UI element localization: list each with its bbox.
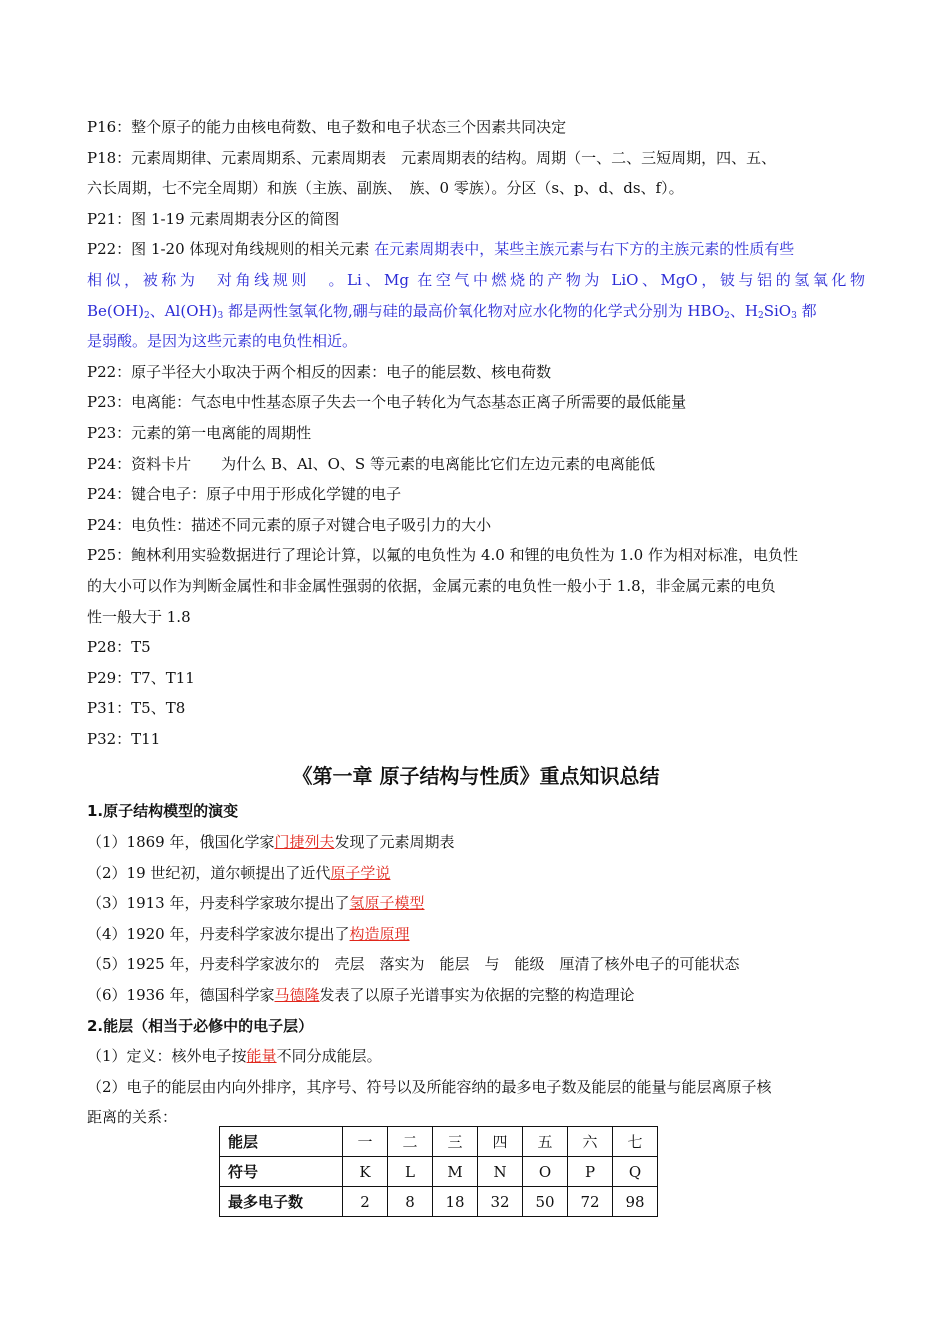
table-cell: 32 [478,1187,523,1217]
document-page [87,112,865,1133]
p22-prefix: P22：图 1-20 体现对角线规则的相关元素 [87,240,375,259]
diagonal-rule-text-4: 是弱酸。是因为这些元素的电负性相近。 [87,332,358,351]
table-cell: Q [613,1157,658,1187]
table-cell: 一 [343,1127,388,1157]
section1-heading: 1.原子结构模型的演变 [87,802,239,821]
answer-text: 门捷列夫 [274,833,335,852]
history-item-5 [87,949,865,980]
energy-level-order-b: 距离的关系： [87,1108,178,1127]
formula-part: 都 [796,301,817,320]
item-text: 发现了元素周期表 [334,833,455,852]
subscript: 2 [143,310,150,321]
table-cell: 8 [388,1187,433,1217]
table-cell: 18 [433,1187,478,1217]
table-cell: 2 [343,1187,388,1217]
table-row [220,1187,658,1217]
line-p16: P16：整个原子的能力由核电荷数、电子数和电子状态三个因素共同决定 [87,118,567,136]
item-text: （5）1925 年，丹麦科学家波尔的 壳层 落实为 能层 与 能级 厘清了核外电子的可能状态 [87,955,740,974]
history-item-2 [87,858,865,889]
table-row [220,1127,658,1157]
row-label: 能层 [220,1127,343,1157]
table-cell: 四 [478,1127,523,1157]
line-p23-ionization: P23：电离能：气态电中性基态原子失去一个电子转化为气态基态正离子所需要的最低能量 [87,393,687,412]
line-p22-radius: P22：原子半径大小取决于两个相反的因素：电子的能层数、核电荷数 [87,362,552,381]
item-text: （1）定义：核外电子按 [87,1047,247,1066]
line-p29: P29：T7、T11 [87,668,195,687]
item-text: （1）1869 年，俄国化学家 [87,833,275,852]
table-cell: 七 [613,1127,658,1157]
subscript: 3 [791,310,797,321]
item-text: （6）1936 年，德国科学家 [87,986,275,1005]
item-text: 不同分成能层。 [276,1047,382,1066]
line-p24-card: P24：资料卡片 为什么 B、Al、O、S 等元素的电离能比它们左边元素的电离能低 [87,454,655,473]
table-cell: K [343,1157,388,1187]
line-p25-b: 的大小可以作为判断金属性和非金属性强弱的依据，金属元素的电负性一般小于 1.8，非金属元素的电负 [87,576,776,595]
table-row [220,1157,658,1187]
line-p24-bonding: P24：键合电子：原子中用于形成化学键的电子 [87,485,402,504]
answer-text: 能量 [246,1047,277,1066]
energy-level-definition [87,1041,865,1072]
line-p23-periodicity: P23：元素的第一电离能的周期性 [87,423,312,442]
answer-text: 马德隆 [274,986,320,1005]
energy-level-table [219,1126,658,1217]
line-p25-a: P25：鲍林利用实验数据进行了理论计算，以氟的电负性为 4.0 和锂的电负性为 1.0 作为相对标准，电负性 [87,546,798,565]
section2-heading: 2.能层（相当于必修中的电子层） [87,1016,314,1035]
line-p18-b: 六长周期，七不完全周期）和族（主族、副族、 族、0 零族）。分区（s、p、d、ds、f）。 [87,179,684,198]
item-text: （3）1913 年，丹麦科学家玻尔提出了 [87,894,350,913]
table-cell: 50 [523,1187,568,1217]
table-cell: 三 [433,1127,478,1157]
formula-part: 、Al(OH) [149,301,218,320]
energy-level-order-a: （2）电子的能层由内向外排序，其序号、符号以及所能容纳的最多电子数及能层的能量与能层离原子核 [87,1077,772,1096]
history-item-1 [87,827,865,858]
table-cell: L [388,1157,433,1187]
answer-text: 原子学说 [330,863,391,882]
table-cell: M [433,1157,478,1187]
formula-part: 都是两性氢氧化物,硼与硅的最高价氧化物对应水化物的化学式分别为 HBO [223,301,725,320]
diagonal-rule-text-2: 相似，被称为 对角线规则 。Li、Mg 在空气中燃烧的产物为 LiO、MgO，铍与铝的氢氧化物 [87,270,865,289]
table-cell: 二 [388,1127,433,1157]
line-p22-a [87,234,865,265]
item-text: （2）19 世纪初，道尔顿提出了近代 [87,863,331,882]
diagonal-rule-text-1: 在元素周期表中，某些主族元素与右下方的主族元素的性质有些 [374,240,795,259]
subscript: 2 [724,310,730,321]
history-item-3 [87,888,865,919]
answer-text: 构造原理 [349,924,410,943]
line-p28: P28：T5 [87,638,151,657]
item-text: （4）1920 年，丹麦科学家波尔提出了 [87,924,350,943]
subscript: 2 [758,310,764,321]
answer-text: 氢原子模型 [349,894,425,913]
line-p21: P21：图 1-19 元素周期表分区的简图 [87,209,340,228]
line-p32: P32：T11 [87,729,161,748]
table-cell: O [523,1157,568,1187]
subscript: 3 [217,310,224,321]
chapter-title: 《第一章 原子结构与性质》重点知识总结 [292,764,660,789]
formula-part: 、H [729,301,758,320]
table-cell: 六 [568,1127,613,1157]
line-p25-c: 性一般大于 1.8 [87,607,191,626]
line-p24-electronegativity: P24：电负性：描述不同元素的原子对键合电子吸引力的大小 [87,515,492,534]
line-p18-a: P18：元素周期律、元素周期系、元素周期表 元素周期表的结构。周期（一、二、三短周期，四、五、 [87,148,777,167]
row-label: 符号 [220,1157,343,1187]
line-p31: P31：T5、T8 [87,699,186,718]
formula-part: SiO [763,301,792,320]
diagonal-rule-text-3 [87,296,865,327]
table-cell: 98 [613,1187,658,1217]
table-cell: 72 [568,1187,613,1217]
item-text: 发表了以原子光谱事实为依据的完整的构造理论 [319,986,635,1005]
table-cell: P [568,1157,613,1187]
history-item-6 [87,980,865,1011]
row-label: 最多电子数 [220,1187,343,1217]
history-item-4 [87,919,865,950]
formula-part: Be(OH) [87,301,144,320]
table-cell: N [478,1157,523,1187]
table-cell: 五 [523,1127,568,1157]
